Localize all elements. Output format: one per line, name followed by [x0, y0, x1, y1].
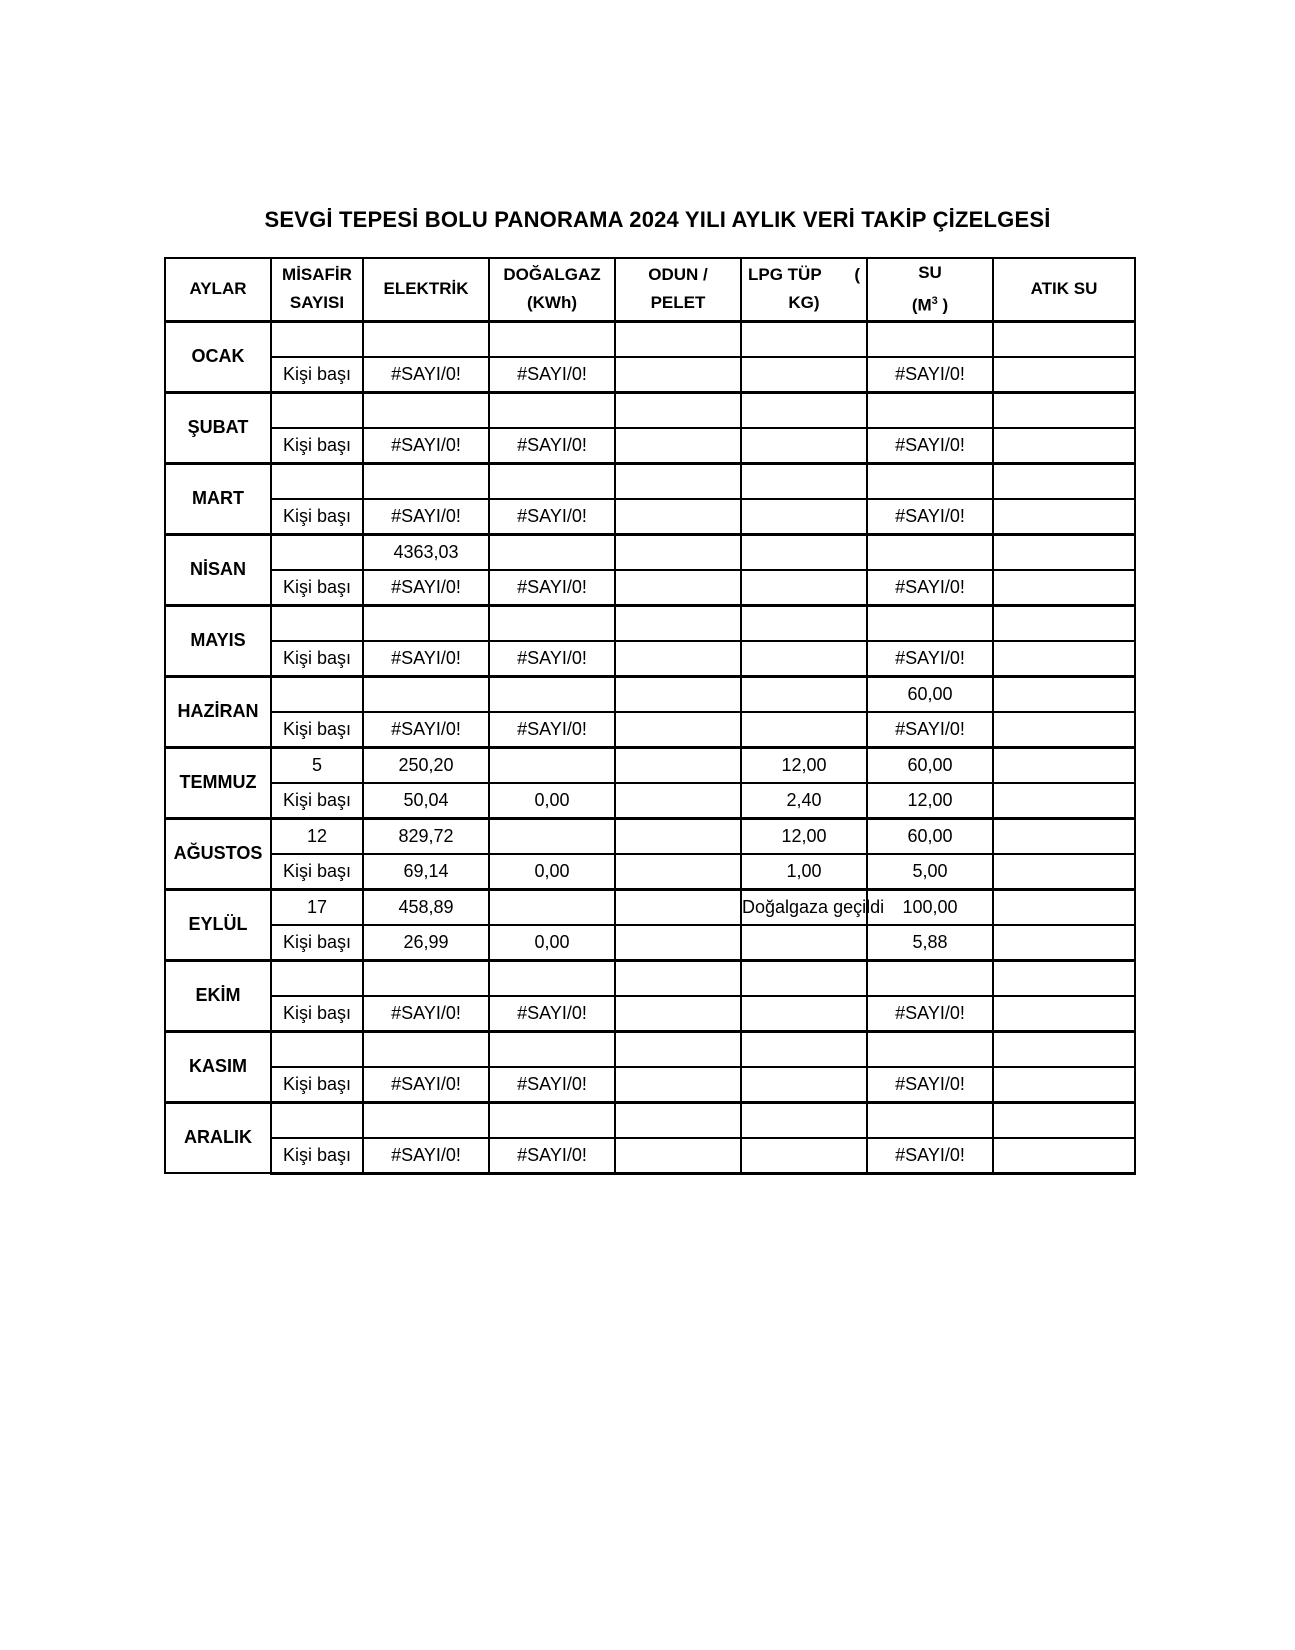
cell-electric: 829,72 — [363, 818, 489, 854]
cell-lpg — [741, 321, 867, 357]
cell-water — [867, 463, 993, 499]
cell-gas — [489, 960, 615, 996]
month-label: KASIM — [165, 1031, 271, 1102]
cell-waste-water — [993, 818, 1135, 854]
cell-water: 60,00 — [867, 818, 993, 854]
cell-per-person-water: #SAYI/0! — [867, 499, 993, 535]
cell-per-person-gas: #SAYI/0! — [489, 570, 615, 606]
cell-per-person-waste-water — [993, 570, 1135, 606]
cell-per-person-lpg: 1,00 — [741, 854, 867, 890]
per-person-label: Kişi başı — [271, 357, 363, 393]
table-row-per-person — [165, 499, 1135, 535]
cell-per-person-wood — [615, 570, 741, 606]
monthly-data-table — [164, 257, 1136, 1175]
cell-per-person-waste-water — [993, 641, 1135, 677]
cell-per-person-water: 12,00 — [867, 783, 993, 819]
cell-wood — [615, 818, 741, 854]
table-row-per-person — [165, 712, 1135, 748]
cell-wood — [615, 747, 741, 783]
cell-per-person-electric: #SAYI/0! — [363, 1067, 489, 1103]
cell-per-person-electric: #SAYI/0! — [363, 357, 489, 393]
cell-per-person-wood — [615, 783, 741, 819]
cell-wood — [615, 676, 741, 712]
cell-per-person-lpg — [741, 499, 867, 535]
cell-per-person-waste-water — [993, 783, 1135, 819]
cell-gas — [489, 463, 615, 499]
cell-water — [867, 1102, 993, 1138]
cell-per-person-wood — [615, 854, 741, 890]
table-row — [165, 1031, 1135, 1067]
cell-gas — [489, 676, 615, 712]
cell-wood — [615, 889, 741, 925]
cell-gas — [489, 747, 615, 783]
cell-gas — [489, 321, 615, 357]
cell-per-person-water: #SAYI/0! — [867, 357, 993, 393]
cell-lpg — [741, 463, 867, 499]
cell-per-person-water: 5,00 — [867, 854, 993, 890]
cell-per-person-gas: 0,00 — [489, 783, 615, 819]
cell-per-person-electric: #SAYI/0! — [363, 499, 489, 535]
per-person-label: Kişi başı — [271, 1067, 363, 1103]
header-waste-water: ATIK SU — [993, 258, 1135, 321]
cell-gas — [489, 1031, 615, 1067]
table-row — [165, 534, 1135, 570]
table-row — [165, 605, 1135, 641]
table-row-per-person — [165, 357, 1135, 393]
cell-per-person-waste-water — [993, 996, 1135, 1032]
cell-per-person-waste-water — [993, 854, 1135, 890]
table-row-per-person — [165, 570, 1135, 606]
cell-per-person-wood — [615, 1138, 741, 1174]
month-label: EYLÜL — [165, 889, 271, 960]
cell-per-person-gas: #SAYI/0! — [489, 1067, 615, 1103]
cell-lpg: 12,00 — [741, 818, 867, 854]
cell-water — [867, 960, 993, 996]
per-person-label: Kişi başı — [271, 499, 363, 535]
month-label: EKİM — [165, 960, 271, 1031]
header-lpg: LPG TÜP ( KG) — [741, 258, 867, 321]
cell-water — [867, 321, 993, 357]
cell-water: 100,00 — [867, 889, 993, 925]
cell-per-person-water: #SAYI/0! — [867, 570, 993, 606]
cell-per-person-water: #SAYI/0! — [867, 712, 993, 748]
cell-water — [867, 392, 993, 428]
table-row — [165, 1102, 1135, 1138]
per-person-label: Kişi başı — [271, 854, 363, 890]
cell-guests — [271, 676, 363, 712]
cell-water: 60,00 — [867, 747, 993, 783]
cell-waste-water — [993, 463, 1135, 499]
cell-waste-water — [993, 321, 1135, 357]
cell-guests — [271, 605, 363, 641]
cell-electric: 4363,03 — [363, 534, 489, 570]
cell-per-person-electric: #SAYI/0! — [363, 570, 489, 606]
cell-gas — [489, 392, 615, 428]
cell-wood — [615, 392, 741, 428]
cell-water — [867, 605, 993, 641]
cell-lpg — [741, 1031, 867, 1067]
cell-waste-water — [993, 676, 1135, 712]
cell-guests — [271, 321, 363, 357]
cell-per-person-waste-water — [993, 925, 1135, 961]
cell-per-person-lpg — [741, 641, 867, 677]
cell-per-person-wood — [615, 1067, 741, 1103]
table-row-per-person — [165, 854, 1135, 890]
cell-per-person-waste-water — [993, 1067, 1135, 1103]
month-label: MAYIS — [165, 605, 271, 676]
table-row-per-person — [165, 1138, 1135, 1174]
cell-gas — [489, 1102, 615, 1138]
table-row-per-person — [165, 996, 1135, 1032]
cell-per-person-gas: #SAYI/0! — [489, 499, 615, 535]
cell-per-person-lpg — [741, 712, 867, 748]
cell-gas — [489, 534, 615, 570]
cell-per-person-electric: #SAYI/0! — [363, 1138, 489, 1174]
table-row — [165, 676, 1135, 712]
cell-wood — [615, 605, 741, 641]
per-person-label: Kişi başı — [271, 428, 363, 464]
table-row — [165, 889, 1135, 925]
cell-per-person-lpg — [741, 1138, 867, 1174]
table-row — [165, 747, 1135, 783]
header-gas: DOĞALGAZ (KWh) — [489, 258, 615, 321]
cell-guests — [271, 534, 363, 570]
cell-electric — [363, 1102, 489, 1138]
cell-wood — [615, 534, 741, 570]
cell-per-person-gas: #SAYI/0! — [489, 1138, 615, 1174]
cell-per-person-electric: 26,99 — [363, 925, 489, 961]
cell-electric — [363, 321, 489, 357]
cell-per-person-gas: #SAYI/0! — [489, 357, 615, 393]
per-person-label: Kişi başı — [271, 783, 363, 819]
cell-per-person-lpg — [741, 925, 867, 961]
cell-water: 60,00 — [867, 676, 993, 712]
table-row — [165, 960, 1135, 996]
cell-per-person-gas: 0,00 — [489, 925, 615, 961]
cell-wood — [615, 1031, 741, 1067]
month-label: ŞUBAT — [165, 392, 271, 463]
per-person-label: Kişi başı — [271, 1138, 363, 1174]
per-person-label: Kişi başı — [271, 570, 363, 606]
cell-per-person-electric: 50,04 — [363, 783, 489, 819]
cell-electric: 458,89 — [363, 889, 489, 925]
cell-per-person-electric: #SAYI/0! — [363, 428, 489, 464]
cell-per-person-water: #SAYI/0! — [867, 428, 993, 464]
table-row-per-person — [165, 641, 1135, 677]
cell-wood — [615, 960, 741, 996]
header-electric: ELEKTRİK — [363, 258, 489, 321]
header-row — [165, 258, 1135, 321]
table-row-per-person — [165, 428, 1135, 464]
cell-per-person-waste-water — [993, 499, 1135, 535]
cell-waste-water — [993, 889, 1135, 925]
table-row-per-person — [165, 925, 1135, 961]
cell-water — [867, 534, 993, 570]
cell-waste-water — [993, 605, 1135, 641]
cell-wood — [615, 463, 741, 499]
cell-lpg: Doğalgaza geçildi — [741, 889, 867, 925]
cell-per-person-wood — [615, 996, 741, 1032]
table-row — [165, 392, 1135, 428]
cell-lpg — [741, 676, 867, 712]
cell-per-person-water: #SAYI/0! — [867, 1138, 993, 1174]
cell-guests: 17 — [271, 889, 363, 925]
table-row — [165, 321, 1135, 357]
cell-per-person-lpg — [741, 1067, 867, 1103]
cell-guests — [271, 392, 363, 428]
header-wood: ODUN / PELET — [615, 258, 741, 321]
cell-electric — [363, 676, 489, 712]
cell-per-person-waste-water — [993, 1138, 1135, 1174]
cell-per-person-gas: 0,00 — [489, 854, 615, 890]
cell-electric — [363, 392, 489, 428]
month-label: AĞUSTOS — [165, 818, 271, 889]
cell-per-person-wood — [615, 641, 741, 677]
cell-waste-water — [993, 534, 1135, 570]
per-person-label: Kişi başı — [271, 641, 363, 677]
per-person-label: Kişi başı — [271, 712, 363, 748]
per-person-label: Kişi başı — [271, 925, 363, 961]
cell-per-person-wood — [615, 428, 741, 464]
cell-water — [867, 1031, 993, 1067]
cell-per-person-wood — [615, 925, 741, 961]
cell-per-person-wood — [615, 357, 741, 393]
cell-per-person-lpg — [741, 357, 867, 393]
cell-guests — [271, 1102, 363, 1138]
table-row — [165, 818, 1135, 854]
cell-gas — [489, 818, 615, 854]
cell-per-person-water: 5,88 — [867, 925, 993, 961]
month-label: OCAK — [165, 321, 271, 392]
cell-guests — [271, 1031, 363, 1067]
cell-per-person-electric: #SAYI/0! — [363, 641, 489, 677]
cell-gas — [489, 605, 615, 641]
cell-lpg — [741, 605, 867, 641]
cell-waste-water — [993, 960, 1135, 996]
cell-wood — [615, 321, 741, 357]
cell-per-person-gas: #SAYI/0! — [489, 996, 615, 1032]
month-label: TEMMUZ — [165, 747, 271, 818]
header-water: SU ($M^3$ ) — [867, 258, 993, 321]
cell-lpg — [741, 534, 867, 570]
cell-per-person-waste-water — [993, 357, 1135, 393]
cell-per-person-lpg: 2,40 — [741, 783, 867, 819]
cell-per-person-lpg — [741, 570, 867, 606]
month-label: MART — [165, 463, 271, 534]
cell-lpg — [741, 392, 867, 428]
cell-electric — [363, 1031, 489, 1067]
cell-lpg: 12,00 — [741, 747, 867, 783]
month-label: ARALIK — [165, 1102, 271, 1173]
month-label: HAZİRAN — [165, 676, 271, 747]
cell-per-person-waste-water — [993, 428, 1135, 464]
cell-per-person-water: #SAYI/0! — [867, 641, 993, 677]
cell-waste-water — [993, 392, 1135, 428]
cell-per-person-electric: #SAYI/0! — [363, 996, 489, 1032]
cell-electric: 250,20 — [363, 747, 489, 783]
cell-per-person-gas: #SAYI/0! — [489, 428, 615, 464]
cell-per-person-waste-water — [993, 712, 1135, 748]
cell-waste-water — [993, 1031, 1135, 1067]
cell-waste-water — [993, 1102, 1135, 1138]
header-months: AYLAR — [165, 258, 271, 321]
cell-per-person-wood — [615, 499, 741, 535]
cell-lpg — [741, 1102, 867, 1138]
cell-guests — [271, 960, 363, 996]
table-row — [165, 463, 1135, 499]
cell-waste-water — [993, 747, 1135, 783]
page-title: SEVGİ TEPESİ BOLU PANORAMA 2024 YILI AYLIK VERİ TAKİP ÇİZELGESİ — [264, 207, 1051, 232]
cell-per-person-lpg — [741, 996, 867, 1032]
cell-per-person-gas: #SAYI/0! — [489, 712, 615, 748]
cell-per-person-lpg — [741, 428, 867, 464]
month-label: NİSAN — [165, 534, 271, 605]
per-person-label: Kişi başı — [271, 996, 363, 1032]
cell-guests: 12 — [271, 818, 363, 854]
cell-wood — [615, 1102, 741, 1138]
cell-per-person-water: #SAYI/0! — [867, 1067, 993, 1103]
table-row-per-person — [165, 783, 1135, 819]
cell-per-person-electric: 69,14 — [363, 854, 489, 890]
cell-guests — [271, 463, 363, 499]
cell-gas — [489, 889, 615, 925]
cell-per-person-water: #SAYI/0! — [867, 996, 993, 1032]
cell-per-person-electric: #SAYI/0! — [363, 712, 489, 748]
cell-electric — [363, 605, 489, 641]
cell-guests: 5 — [271, 747, 363, 783]
cell-electric — [363, 463, 489, 499]
cell-electric — [363, 960, 489, 996]
cell-per-person-wood — [615, 712, 741, 748]
cell-per-person-gas: #SAYI/0! — [489, 641, 615, 677]
table-row-per-person — [165, 1067, 1135, 1103]
cell-lpg — [741, 960, 867, 996]
header-guests: MİSAFİR SAYISI — [271, 258, 363, 321]
